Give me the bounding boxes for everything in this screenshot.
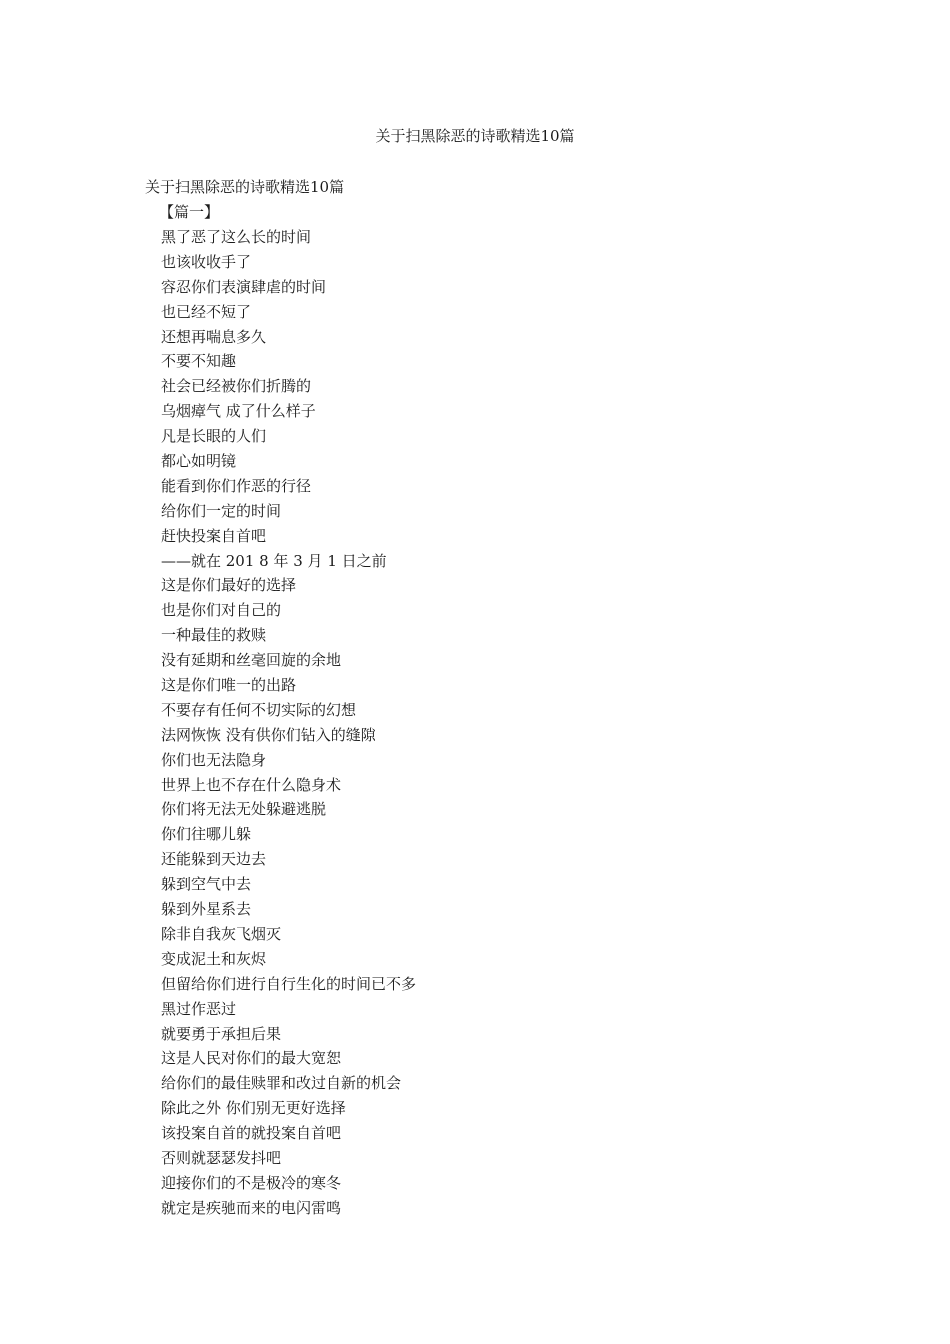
poem-line: 你们也无法隐身 [161, 750, 267, 769]
section-label: 【篇一】 [159, 203, 220, 221]
poem-line: 躲到外星系去 [161, 900, 252, 919]
poem-line: 这是人民对你们的最大宽恕 [161, 1049, 342, 1068]
poem-line: 不要存有任何不切实际的幻想 [161, 700, 357, 719]
poem-line: 还能躲到天边去 [161, 850, 267, 869]
poem-line: 变成泥土和灰烬 [161, 949, 267, 968]
poem-line: 乌烟瘴气 成了什么样子 [161, 402, 316, 421]
poem-line: 一种最佳的救赎 [161, 626, 267, 645]
poem-line: 除此之外 你们别无更好选择 [161, 1099, 346, 1118]
poem-line: 黑过作恶过 [161, 999, 237, 1018]
poem-line: 这是你们最好的选择 [161, 576, 297, 595]
poem-lines [145, 225, 805, 1221]
poem-line: 也该收收手了 [161, 252, 252, 271]
poem-line: 还想再喘息多久 [161, 327, 267, 346]
poem-line: ——就在 201 8 年 3 月 1 日之前 [161, 551, 387, 570]
poem-line: 世界上也不存在什么隐身术 [161, 775, 342, 794]
poem-line: 不要不知趣 [161, 352, 237, 371]
poem-line: 迎接你们的不是极冷的寒冬 [161, 1173, 342, 1192]
poem-line: 但留给你们进行自行生化的时间已不多 [161, 974, 417, 993]
poem-line: 法网恢恢 没有供你们钻入的缝隙 [161, 725, 376, 744]
poem-line: 给你们的最佳赎罪和改过自新的机会 [161, 1074, 402, 1093]
poem-line: 否则就瑟瑟发抖吧 [161, 1148, 282, 1167]
poem-line: 躲到空气中去 [161, 875, 252, 894]
poem-line: 你们往哪儿躲 [161, 825, 252, 844]
page-header-title: 关于扫黑除恶的诗歌精选10篇 [375, 127, 575, 145]
poem-line: 容忍你们表演肆虐的时间 [161, 277, 327, 296]
poem-line: 没有延期和丝毫回旋的余地 [161, 651, 342, 670]
poem-line: 能看到你们作恶的行径 [161, 476, 312, 495]
document-title: 关于扫黑除恶的诗歌精选10篇 [145, 178, 345, 196]
poem-line: 都心如明镜 [161, 452, 237, 471]
poem-line: 你们将无法无处躲避逃脱 [161, 800, 327, 819]
poem-line: 除非自我灰飞烟灭 [161, 924, 282, 943]
poem-line: 该投案自首的就投案自首吧 [161, 1124, 342, 1143]
poem-line: 就定是疾驰而来的电闪雷鸣 [161, 1198, 342, 1217]
poem-line: 凡是长眼的人们 [161, 427, 267, 446]
poem-line: 赶快投案自首吧 [161, 526, 267, 545]
poem-line: 社会已经被你们折腾的 [161, 377, 312, 396]
poem-line: 就要勇于承担后果 [161, 1024, 282, 1043]
poem-line: 也已经不短了 [161, 302, 252, 321]
poem-line: 也是你们对自己的 [161, 601, 282, 620]
poem-line: 黑了恶了这么长的时间 [161, 228, 312, 246]
poem-line: 这是你们唯一的出路 [161, 676, 297, 695]
poem-line: 给你们一定的时间 [161, 501, 282, 520]
document-body [145, 175, 805, 1221]
